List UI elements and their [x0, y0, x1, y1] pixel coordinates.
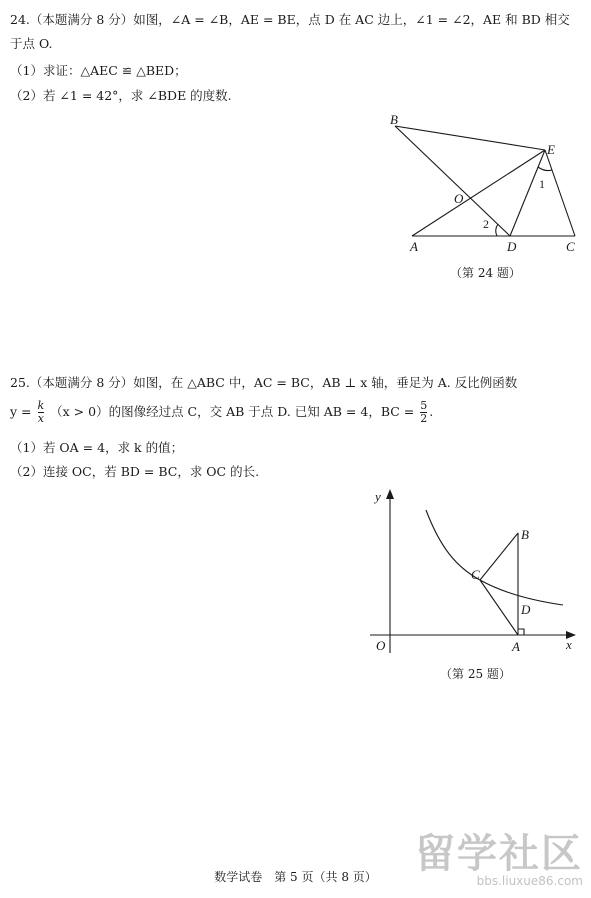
segment-BC — [480, 533, 518, 580]
segment-BD — [395, 126, 510, 236]
q25-line2-end: . — [429, 404, 434, 419]
label-A: A — [410, 239, 418, 254]
segment-ED — [510, 150, 545, 236]
segment-EC — [545, 150, 575, 236]
five-halves-fraction — [420, 400, 427, 425]
label-D: D — [521, 602, 531, 617]
label-y: y — [375, 489, 381, 504]
hyperbola-curve — [426, 510, 563, 605]
label-O: O — [454, 191, 464, 206]
segment-AE — [412, 150, 545, 236]
label-O: O — [376, 638, 386, 653]
label-angle-1: 1 — [539, 177, 545, 191]
frac-k: k — [37, 399, 45, 412]
segment-CA — [480, 580, 518, 635]
q25-stem-line2 — [10, 398, 433, 426]
frac-5: 5 — [420, 399, 428, 412]
q25-figure — [360, 485, 585, 660]
angle-2-arc — [496, 224, 498, 236]
watermark-url: bbs.liuxue86.com — [476, 874, 583, 888]
q25-caption: （第 25 题） — [440, 667, 511, 681]
q24-part2: （2）若 ∠1 = 42°，求 ∠BDE 的度数. — [10, 88, 232, 103]
label-B: B — [390, 112, 398, 127]
q24-caption: （第 24 题） — [450, 266, 521, 280]
q24-stem-line1: 24.（本题满分 8 分）如图，∠A = ∠B，AE = BE，点 D 在 AC 边上，∠1 = ∠2，AE 和 BD 相交 — [10, 12, 570, 27]
q24-part1: （1）求证：△AEC ≌ △BED； — [10, 63, 187, 78]
label-angle-2: 2 — [483, 217, 489, 231]
q25-part1: （1）若 OA = 4，求 k 的值； — [10, 440, 184, 455]
segment-BE — [395, 126, 545, 150]
q25-line2-mid: （x > 0）的图像经过点 C，交 AB 于点 D. 已知 AB = 4，BC = — [50, 404, 415, 419]
watermark-text: 留学社区 — [415, 831, 583, 877]
label-D: D — [507, 239, 517, 254]
label-A: A — [512, 639, 520, 654]
q25-stem-line1: 25.（本题满分 8 分）如图，在 △ABC 中，AC = BC，AB ⊥ x 轴，垂足为 A. 反比例函数 — [10, 375, 518, 390]
label-E: E — [547, 142, 555, 157]
page-footer: 数学试卷 第 5 页（共 8 页） — [214, 870, 377, 884]
q25-part2: （2）连接 OC，若 BD = BC，求 OC 的长. — [10, 464, 260, 479]
q25-line2-pre: y = — [10, 404, 32, 419]
y-axis-arrow — [386, 489, 394, 499]
frac-x: x — [37, 412, 44, 425]
label-B: B — [521, 527, 529, 542]
label-x: x — [566, 637, 572, 652]
watermark — [415, 831, 583, 888]
angle-1-arc — [538, 167, 552, 171]
label-C: C — [471, 567, 480, 582]
q24-figure — [380, 108, 585, 258]
q24-stem-line2: 于点 O. — [10, 36, 53, 51]
frac-2: 2 — [420, 412, 428, 425]
right-angle-mark — [518, 629, 524, 635]
k-over-x-fraction — [38, 400, 45, 425]
label-C: C — [566, 239, 575, 254]
